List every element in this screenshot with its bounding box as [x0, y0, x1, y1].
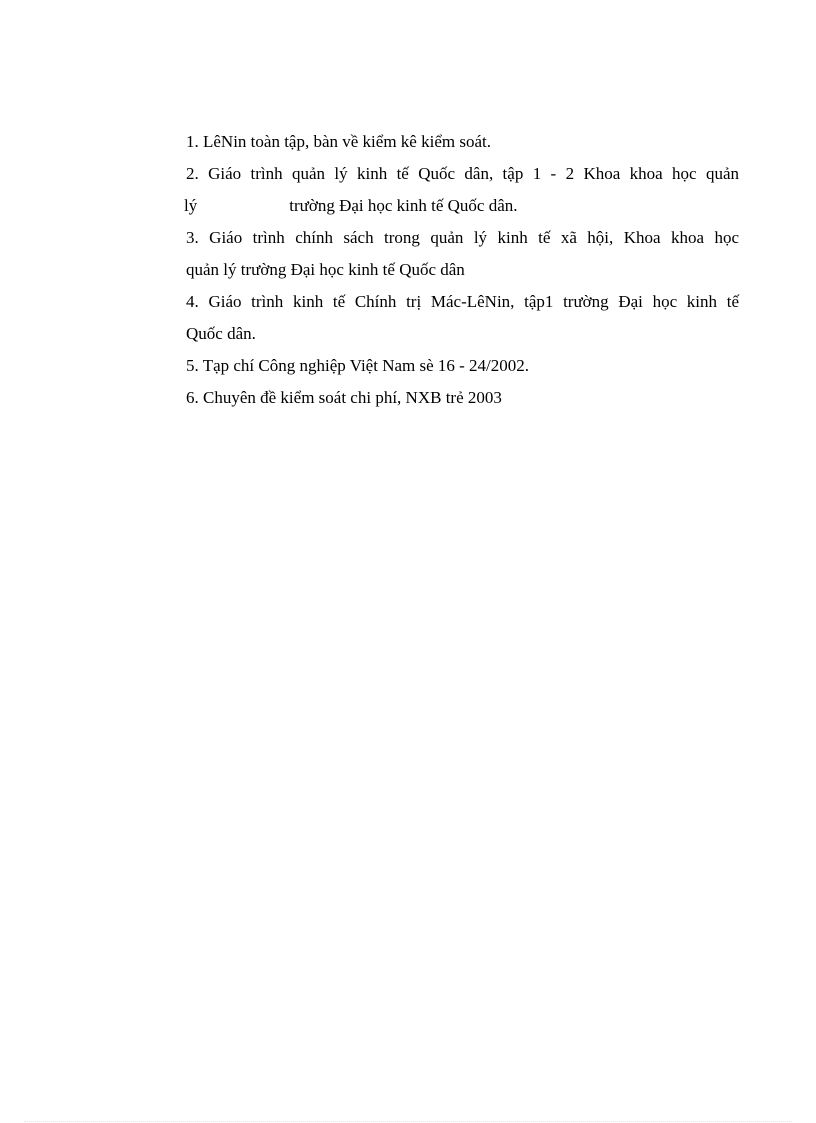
- reference-continuation-line: [184, 190, 739, 222]
- reference-continuation-line: quản lý trường Đại học kinh tế Quốc dân: [186, 260, 465, 279]
- reference-line-start: lý: [184, 196, 198, 215]
- reference-line: 2. Giáo trình quản lý kinh tế Quốc dân, tập 1 - 2 Khoa khoa học quản: [186, 164, 739, 183]
- reference-line: 5. Tạp chí Công nghiệp Việt Nam sè 16 - 24/2002.: [186, 356, 530, 375]
- reference-item-6: [186, 382, 739, 414]
- reference-line: 4. Giáo trình kinh tế Chính trị Mác-LêNin, tập1 trường Đại học kinh tế: [186, 292, 739, 311]
- reference-item-3: [186, 222, 739, 286]
- reference-line: 3. Giáo trình chính sách trong quản lý kinh tế xã hội, Khoa khoa học: [186, 228, 739, 247]
- page-bottom-rule: [24, 1121, 792, 1122]
- reference-item-1: [186, 126, 739, 158]
- reference-line: 1. LêNin toàn tập, bàn về kiểm kê kiểm soát.: [186, 132, 491, 151]
- reference-item-2: [186, 158, 739, 222]
- reference-continuation-line: Quốc dân.: [186, 324, 256, 343]
- reference-item-5: [186, 350, 739, 382]
- reference-list: [186, 126, 739, 414]
- reference-line: 6. Chuyên đề kiểm soát chi phí, NXB trẻ 2003: [186, 388, 502, 407]
- reference-line-end: trường Đại học kinh tế Quốc dân.: [289, 196, 518, 215]
- reference-item-4: [186, 286, 739, 350]
